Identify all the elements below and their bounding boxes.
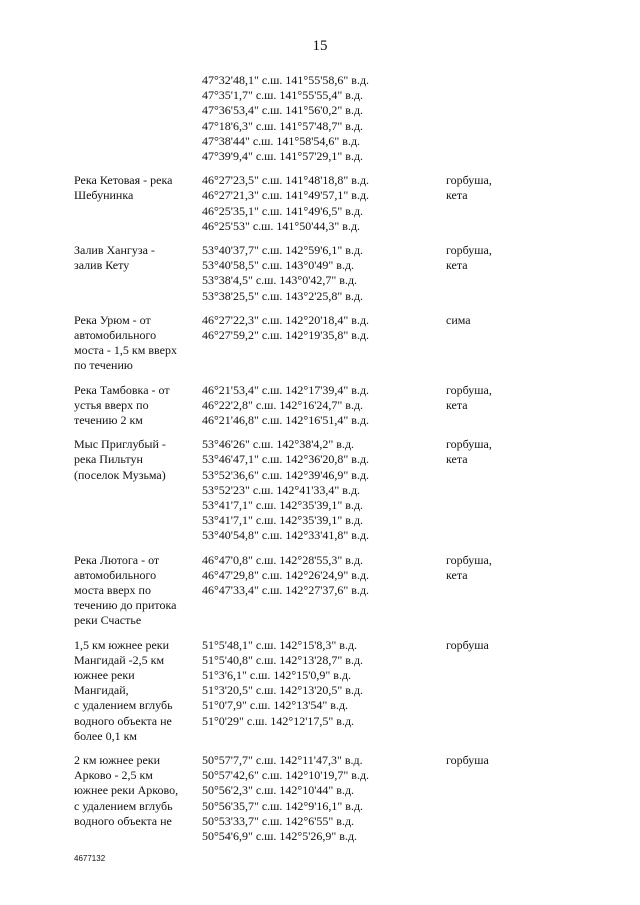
place-name-line: река Пильтун	[74, 452, 143, 467]
table-row	[0, 243, 640, 313]
place-name-line: залив Кету	[74, 258, 130, 273]
table-row	[0, 753, 640, 853]
place-name-line: Мангидай -2,5 км	[74, 652, 165, 667]
coordinates-line: 50°57'7,7" с.ш. 142°11'47,3" в.д.	[202, 752, 363, 767]
place-name-line: Река Урюм - от	[74, 312, 151, 327]
fishing-areas-table	[0, 73, 640, 853]
fish-species-cell	[446, 243, 526, 273]
fish-species-line: кета	[446, 452, 468, 467]
fish-species-line: горбуша,	[446, 552, 492, 567]
fish-species-cell	[446, 173, 526, 203]
place-name-line: Арково - 2,5 км	[74, 768, 153, 783]
coordinates-line: 50°56'35,7" с.ш. 142°9'16,1" в.д.	[202, 798, 364, 813]
coordinates-line: 47°36'53,4" с.ш. 141°56'0,2" в.д.	[202, 103, 364, 118]
place-name-line: южнее реки	[74, 667, 135, 682]
coordinates-line: 46°47'29,8" с.ш. 142°26'24,9" в.д.	[202, 567, 370, 582]
coordinates-cell	[202, 73, 437, 164]
place-name-line: водного объекта не	[74, 813, 172, 828]
table-row	[0, 383, 640, 438]
coordinates-cell	[202, 437, 437, 543]
place-name-line: с удалением вглубь	[74, 798, 173, 813]
coordinates-cell	[202, 638, 437, 729]
coordinates-line: 51°0'7,9" с.ш. 142°13'54" в.д.	[202, 698, 349, 713]
coordinates-line: 46°47'0,8" с.ш. 142°28'55,3" в.д.	[202, 552, 364, 567]
fish-species-cell	[446, 753, 526, 768]
coordinates-line: 46°27'22,3" с.ш. 142°20'18,4" в.д.	[202, 312, 370, 327]
place-name-line: моста вверх по	[74, 582, 151, 597]
page-number: 15	[312, 38, 328, 54]
place-name-cell	[74, 383, 192, 429]
fish-species-line: кета	[446, 188, 468, 203]
fish-species-line: кета	[446, 397, 468, 412]
document-code: 4677132	[74, 854, 106, 863]
place-name-cell	[74, 173, 192, 203]
table-row	[0, 553, 640, 638]
fish-species-line: горбуша,	[446, 173, 492, 188]
fish-species-cell	[446, 313, 526, 328]
coordinates-line: 53°41'7,1" с.ш. 142°35'39,1" в.д.	[202, 513, 364, 528]
coordinates-line: 46°25'53" с.ш. 141°50'44,3" в.д.	[202, 218, 361, 233]
coordinates-line: 51°3'6,1" с.ш. 142°15'0,9" в.д.	[202, 667, 352, 682]
coordinates-line: 46°22'2,8" с.ш. 142°16'24,7" в.д.	[202, 397, 364, 412]
place-name-line: южнее реки Арково,	[74, 783, 179, 798]
place-name-line: течению до притока	[74, 598, 177, 613]
fish-species-cell	[446, 553, 526, 583]
coordinates-line: 47°39'9,4" с.ш. 141°57'29,1" в.д.	[202, 149, 364, 164]
place-name-line: водного объекта не	[74, 713, 172, 728]
coordinates-line: 51°0'29" с.ш. 142°12'17,5" в.д.	[202, 713, 355, 728]
coordinates-line: 46°47'33,4" с.ш. 142°27'37,6" в.д.	[202, 582, 370, 597]
place-name-cell	[74, 437, 192, 483]
coordinates-line: 53°38'4,5" с.ш. 143°0'42,7" в.д.	[202, 273, 358, 288]
coordinates-line: 53°40'37,7" с.ш. 142°59'6,1" в.д.	[202, 242, 364, 257]
coordinates-line: 47°38'44" с.ш. 141°58'54,6" в.д.	[202, 133, 361, 148]
coordinates-line: 47°18'6,3" с.ш. 141°57'48,7" в.д.	[202, 118, 364, 133]
place-name-line: Река Тамбовка - от	[74, 382, 170, 397]
fish-species-cell	[446, 437, 526, 467]
coordinates-line: 51°5'48,1" с.ш. 142°15'8,3" в.д.	[202, 637, 358, 652]
place-name-line: 2 км южнее реки	[74, 752, 161, 767]
place-name-line: Шебунинка	[74, 188, 134, 203]
coordinates-cell	[202, 173, 437, 234]
coordinates-cell	[202, 313, 437, 343]
place-name-line: 1,5 км южнее реки	[74, 637, 170, 652]
table-row	[0, 638, 640, 753]
place-name-line: с удалением вглубь	[74, 698, 173, 713]
fish-species-line: кета	[446, 258, 468, 273]
coordinates-line: 50°56'2,3" с.ш. 142°10'44" в.д.	[202, 783, 355, 798]
place-name-line: устья вверх по	[74, 397, 149, 412]
table-row	[0, 313, 640, 383]
table-row	[0, 437, 640, 552]
place-name-line: Залив Хангуза -	[74, 242, 155, 257]
fish-species-line: сима	[446, 312, 471, 327]
coordinates-line: 53°40'58,5" с.ш. 143°0'49" в.д.	[202, 258, 355, 273]
place-name-cell	[74, 638, 192, 744]
coordinates-cell	[202, 243, 437, 304]
fish-species-cell	[446, 383, 526, 413]
coordinates-line: 47°35'1,7" с.ш. 141°55'55,4" в.д.	[202, 88, 364, 103]
place-name-line: более 0,1 км	[74, 728, 138, 743]
fish-species-line: горбуша	[446, 752, 489, 767]
fish-species-line: кета	[446, 567, 468, 582]
coordinates-line: 46°21'46,8" с.ш. 142°16'51,4" в.д.	[202, 412, 370, 427]
coordinates-line: 53°46'47,1" с.ш. 142°36'20,8" в.д.	[202, 452, 370, 467]
coordinates-line: 47°32'48,1" с.ш. 141°55'58,6" в.д.	[202, 73, 370, 87]
place-name-cell	[74, 313, 192, 374]
place-name-line: реки Счастье	[74, 613, 142, 628]
place-name-line: Мангидай,	[74, 683, 129, 698]
coordinates-line: 50°53'33,7" с.ш. 142°6'55" в.д.	[202, 813, 355, 828]
fish-species-line: горбуша	[446, 637, 489, 652]
coordinates-line: 46°27'21,3" с.ш. 141°49'57,1" в.д.	[202, 188, 370, 203]
place-name-cell	[74, 553, 192, 629]
place-name-line: течению 2 км	[74, 412, 143, 427]
coordinates-line: 53°41'7,1" с.ш. 142°35'39,1" в.д.	[202, 497, 364, 512]
fish-species-line: горбуша,	[446, 382, 492, 397]
coordinates-line: 53°38'25,5" с.ш. 143°2'25,8" в.д.	[202, 288, 364, 303]
place-name-line: автомобильного	[74, 567, 157, 582]
coordinates-line: 46°27'23,5" с.ш. 141°48'18,8" в.д.	[202, 173, 370, 188]
coordinates-line: 46°27'59,2" с.ш. 142°19'35,8" в.д.	[202, 327, 370, 342]
table-row	[0, 173, 640, 243]
coordinates-line: 51°5'40,8" с.ш. 142°13'28,7" в.д.	[202, 652, 364, 667]
coordinates-cell	[202, 753, 437, 844]
place-name-cell	[74, 753, 192, 829]
place-name-line: моста - 1,5 км вверх	[74, 343, 177, 358]
place-name-line: автомобильного	[74, 327, 157, 342]
coordinates-cell	[202, 383, 437, 429]
fish-species-line: горбуша,	[446, 437, 492, 452]
fish-species-cell	[446, 638, 526, 653]
coordinates-line: 53°52'36,6" с.ш. 142°39'46,9" в.д.	[202, 467, 370, 482]
table-row	[0, 73, 640, 173]
coordinates-line: 46°21'53,4" с.ш. 142°17'39,4" в.д.	[202, 382, 370, 397]
place-name-line: Река Лютога - от	[74, 552, 160, 567]
coordinates-line: 53°40'54,8" с.ш. 142°33'41,8" в.д.	[202, 528, 370, 543]
place-name-line: Мыс Приглубый -	[74, 437, 166, 452]
coordinates-line: 50°57'42,6" с.ш. 142°10'19,7" в.д.	[202, 768, 370, 783]
coordinates-line: 50°54'6,9" с.ш. 142°5'26,9" в.д.	[202, 828, 358, 843]
place-name-line: по течению	[74, 358, 133, 373]
coordinates-line: 51°3'20,5" с.ш. 142°13'20,5" в.д.	[202, 683, 364, 698]
coordinates-line: 53°46'26" с.ш. 142°38'4,2" в.д.	[202, 437, 355, 452]
place-name-cell	[74, 243, 192, 273]
coordinates-line: 46°25'35,1" с.ш. 141°49'6,5" в.д.	[202, 203, 364, 218]
place-name-line: (поселок Музьма)	[74, 467, 166, 482]
fish-species-line: горбуша,	[446, 242, 492, 257]
coordinates-line: 53°52'23" с.ш. 142°41'33,4" в.д.	[202, 482, 361, 497]
place-name-line: Река Кетовая - река	[74, 173, 173, 188]
coordinates-cell	[202, 553, 437, 599]
